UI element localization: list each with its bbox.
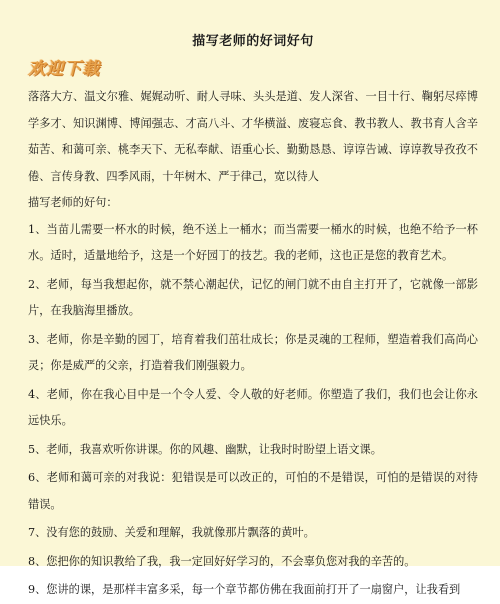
sentence-item: 1、当苗儿需要一杯水的时候，绝不送上一桶水；而当需要一桶水的时候，也绝不给予一杯水。适时，适量地给予，这是一个好园丁的技艺。我的老师，这也正是您的教育艺术。 — [28, 222, 478, 262]
sentence-item: 4、老师，你在我心目中是一个令人爱、令人敬的好老师。你塑造了我们，我们也会让你永远快乐。 — [28, 387, 478, 427]
document-title: 描写老师的好词好句 — [192, 34, 314, 49]
sentence-item: 8、您把你的知识教给了我，我一定回好好学习的，不会辜负您对我的辛苦的。 — [28, 554, 416, 568]
sentence-item: 2、老师，每当我想起你，就不禁心潮起伏，记忆的闸门就不由自主打开了，它就像一部影片，在我脑海里播放。 — [28, 277, 478, 317]
sentence-item: 9、您讲的课，是那样丰富多采，每一个章节都仿佛在我面前打开了一扇窗户，让我看到 — [28, 583, 461, 596]
sentence-item: 6、老师和蔼可亲的对我说：犯错误是可以改正的，可怕的不是错误，可怕的是错误的对待错误。 — [28, 471, 478, 511]
sentence-item: 5、老师，我喜欢听你讲课。你的风趣、幽默，让我时时盼望上语文课。 — [28, 442, 382, 456]
sentence-item: 7、没有您的鼓励、关爱和理解，我就像那片飘落的黄叶。 — [28, 526, 315, 539]
words-paragraph: 落落大方、温文尔雅、娓娓动听、耐人寻味、头头是道、发人深省、一目十行、鞠躬尽瘁博学多才、知识渊博、博闻强志、才高八斗、才华横溢、废寝忘食、教书教人、教书育人含辛茹苦、和蔼可亲、桃李天下、无私奉献、语重心长、勤勤恳恳、谆谆告诫、谆谆教导孜孜不倦、言传身教、四季风雨，十年树木、严于律己，宽以待人 — [28, 90, 478, 183]
sentence-item: 3、老师，你是辛勤的园丁，培育着我们茁壮成长；你是灵魂的工程师，塑造着我们高尚心灵；你是威严的父亲，打造着我们刚强毅力。 — [28, 332, 478, 372]
sentences-heading: 描写老师的好句： — [28, 196, 118, 209]
download-logo: 欢迎下载 — [28, 59, 100, 79]
